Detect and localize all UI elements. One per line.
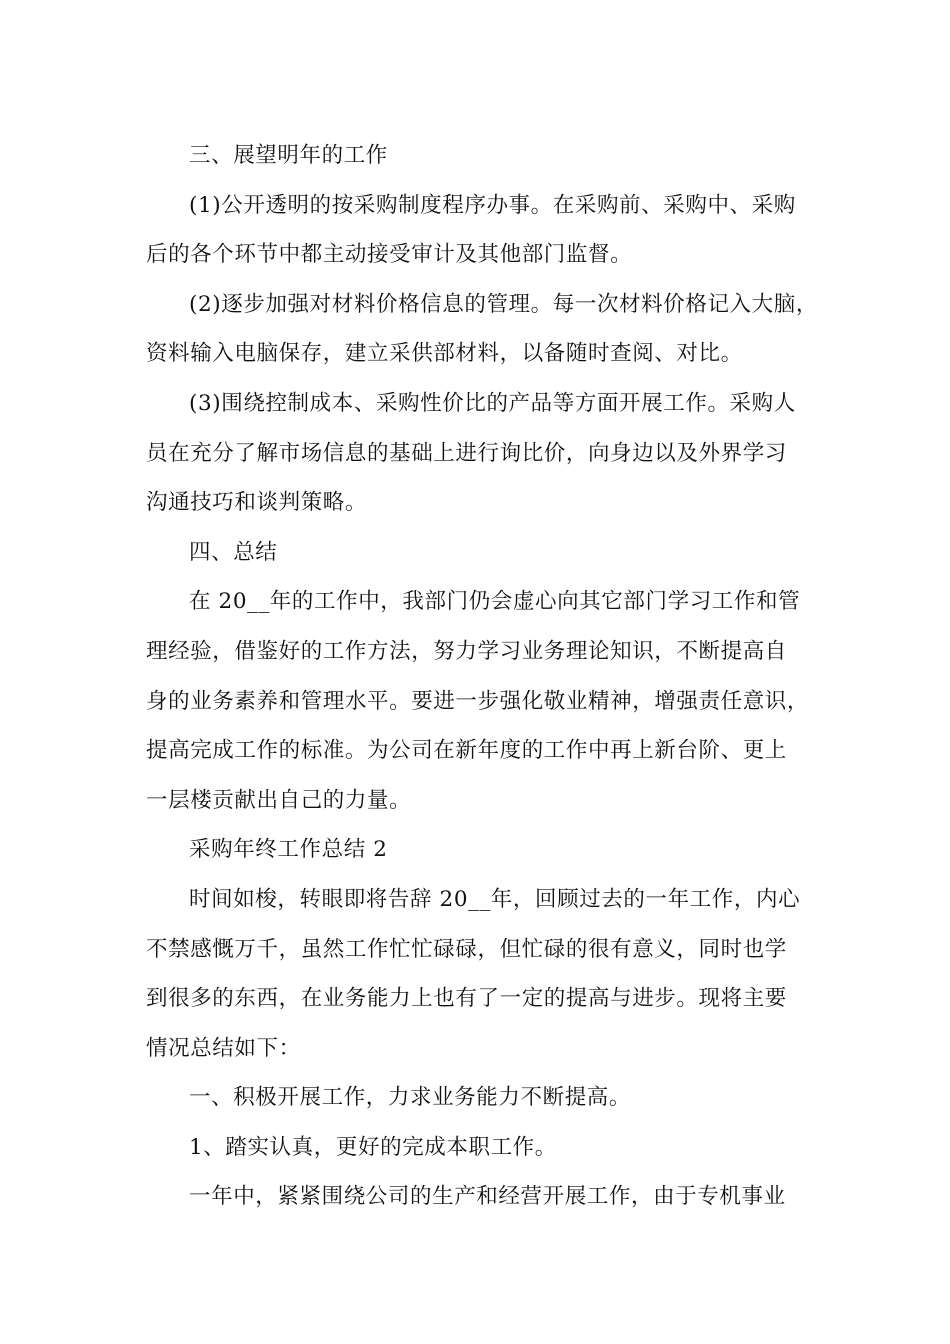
subsection-heading-1: 1、踏实认真，更好的完成本职工作。 <box>189 1134 557 1160</box>
paragraph-intro-line-2: 不禁感慨万千，虽然工作忙忙碌碌，但忙碌的很有意义，同时也学 <box>146 936 787 962</box>
paragraph-summary-line-5: 一层楼贡献出自己的力量。 <box>146 787 412 813</box>
paragraph-item-3-line-2: 员在充分了解市场信息的基础上进行询比价，向身边以及外界学习 <box>146 440 787 466</box>
paragraph-summary-line-2: 理经验，借鉴好的工作方法，努力学习业务理论知识，不断提高自 <box>146 638 787 664</box>
section-heading-4: 四、总结 <box>189 539 278 565</box>
paragraph-item-3-line-3: 沟通技巧和谈判策略。 <box>146 490 368 516</box>
section-heading-1: 一、积极开展工作，力求业务能力不断提高。 <box>189 1085 632 1111</box>
paragraph-intro-line-1: 时间如梭，转眼即将告辞 20__年，回顾过去的一年工作，内心 <box>189 886 801 912</box>
paragraph-item-1-line-1: (1)公开透明的按采购制度程序办事。在采购前、采购中、采购 <box>189 192 796 218</box>
paragraph-intro-line-3: 到很多的东西，在业务能力上也有了一定的提高与进步。现将主要 <box>146 986 787 1012</box>
section-heading-3: 三、展望明年的工作 <box>189 143 388 168</box>
paragraph-summary-line-3: 身的业务素养和管理水平。要进一步强化敬业精神，增强责任意识， <box>146 688 810 714</box>
paragraph-summary-line-4: 提高完成工作的标准。为公司在新年度的工作中再上新台阶、更上 <box>146 738 787 764</box>
paragraph-item-1-line-2: 后的各个环节中都主动接受审计及其他部门监督。 <box>146 242 633 268</box>
paragraph-item-2-line-1: (2)逐步加强对材料价格信息的管理。每一次材料价格记入大脑， <box>189 291 818 317</box>
paragraph-item-2-line-2: 资料输入电脑保存，建立采供部材料，以备随时查阅、对比。 <box>146 341 743 367</box>
paragraph-summary-line-1: 在 20__年的工作中，我部门仍会虚心向其它部门学习工作和管 <box>189 589 801 615</box>
paragraph-item-3-line-1: (3)围绕控制成本、采购性价比的产品等方面开展工作。采购人 <box>189 390 796 416</box>
paragraph-intro-line-4: 情况总结如下： <box>146 1035 301 1061</box>
document-body <box>146 131 822 1222</box>
document-title-2: 采购年终工作总结 2 <box>189 837 388 863</box>
paragraph-body-1-line-1: 一年中，紧紧围绕公司的生产和经营开展工作，由于专机事业 <box>189 1184 786 1210</box>
